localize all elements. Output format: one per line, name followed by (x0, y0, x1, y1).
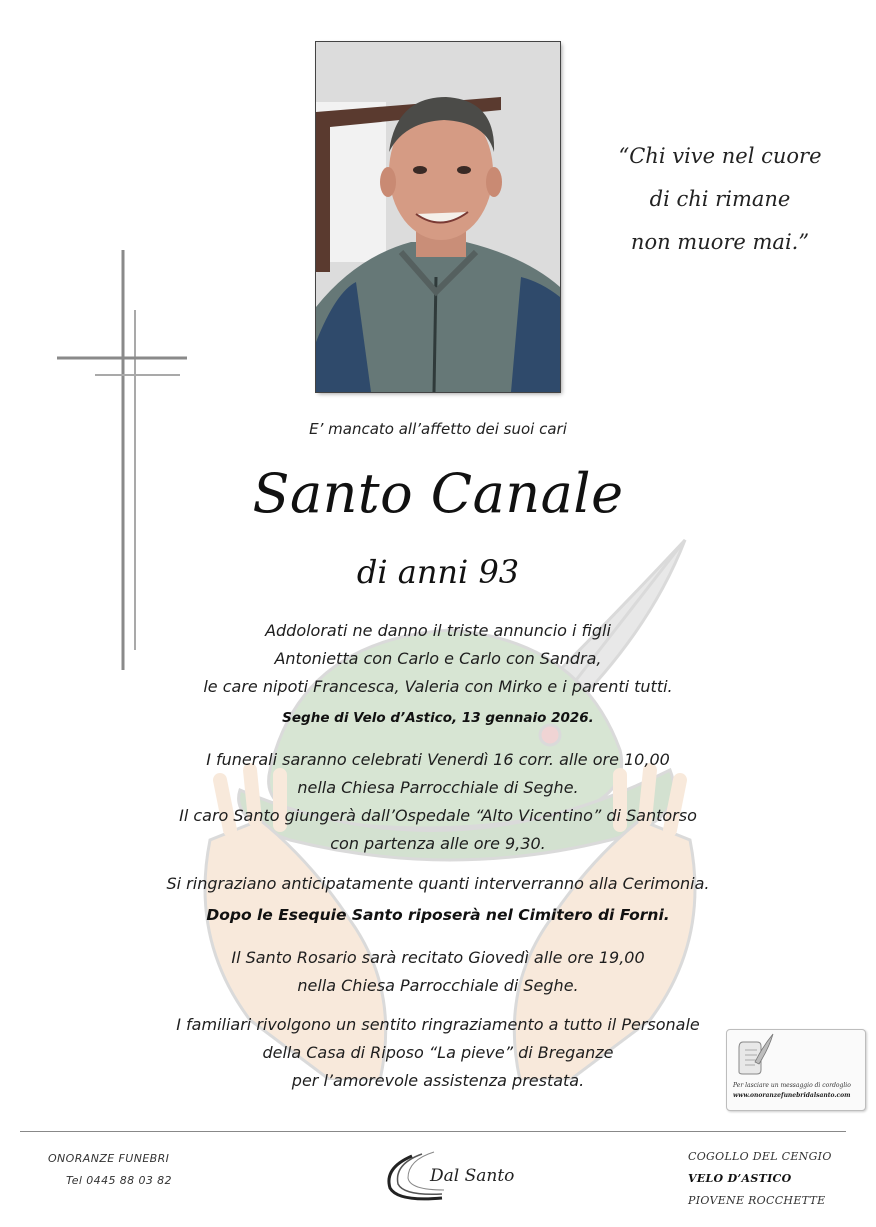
rosary-line: Il Santo Rosario sarà recitato Giovedì alle ore 19,00 (231, 948, 645, 967)
location-line: COGOLLO DEL CENGIO (688, 1150, 832, 1163)
footer-divider (20, 1131, 846, 1132)
announcement-line: Addolorati ne danno il triste annuncio i figli (265, 621, 611, 640)
logo-text: Dal Santo (430, 1166, 515, 1186)
announcement-block (0, 617, 876, 701)
condolence-link[interactable] (726, 1029, 866, 1111)
quote-line: di chi rimane (649, 187, 791, 211)
funeral-line: nella Chiesa Parrocchiale di Seghe. (297, 778, 579, 797)
condolence-text: Per lasciare un messaggio di cordoglio (733, 1082, 851, 1089)
funeral-block (0, 746, 876, 858)
company-phone: Tel 0445 88 03 82 (66, 1174, 172, 1187)
intro-text: E’ mancato all’affetto dei suoi cari (309, 420, 567, 438)
location-line: PIOVENE ROCCHETTE (688, 1194, 826, 1207)
funeral-line: Il caro Santo giungerà dall’Ospedale “Alto Vicentino” di Santorso (179, 806, 697, 825)
announcement-line: le care nipoti Francesca, Valeria con Mirko e i parenti tutti. (203, 677, 673, 696)
epitaph-quote (600, 135, 840, 264)
dal-santo-logo (382, 1148, 522, 1204)
thanks-staff-line: della Casa di Riposo “La pieve” di Breganze (262, 1043, 614, 1062)
footer-company (48, 1148, 172, 1192)
funeral-line: I funerali saranno celebrati Venerdì 16 corr. alle ore 10,00 (206, 750, 670, 769)
footer-locations (688, 1146, 832, 1212)
deceased-name: Santo Canale (252, 462, 624, 525)
place-date: Seghe di Velo d’Astico, 13 gennaio 2026. (282, 710, 594, 726)
thanks-staff-line: per l’amorevole assistenza prestata. (291, 1071, 585, 1090)
announcement-line: Antonietta con Carlo e Carlo con Sandra, (274, 649, 602, 668)
deceased-age: di anni 93 (356, 553, 520, 591)
burial-notice: Dopo le Esequie Santo riposerà nel Cimitero di Forni. (206, 906, 670, 924)
scroll-quill-icon (735, 1032, 775, 1076)
location-line: VELO D’ASTICO (688, 1172, 792, 1185)
rosary-line: nella Chiesa Parrocchiale di Seghe. (297, 976, 579, 995)
company-title: ONORANZE FUNEBRI (48, 1152, 170, 1165)
quote-line: “Chi vive nel cuore (618, 144, 822, 168)
condolence-url[interactable]: www.onoranzefunebridalsanto.com (733, 1092, 851, 1099)
thanks-staff-line: I familiari rivolgono un sentito ringraziamento a tutto il Personale (176, 1015, 700, 1034)
thanks-ceremony (0, 870, 876, 898)
portrait-photo (316, 42, 560, 392)
cross-icon (55, 250, 195, 670)
thanks-ceremony-line: Si ringraziano anticipatamente quanti interverranno alla Cerimonia. (166, 874, 710, 893)
quote-line: non muore mai.” (630, 230, 810, 254)
funeral-line: con partenza alle ore 9,30. (330, 834, 546, 853)
rosary-block (0, 944, 876, 1000)
